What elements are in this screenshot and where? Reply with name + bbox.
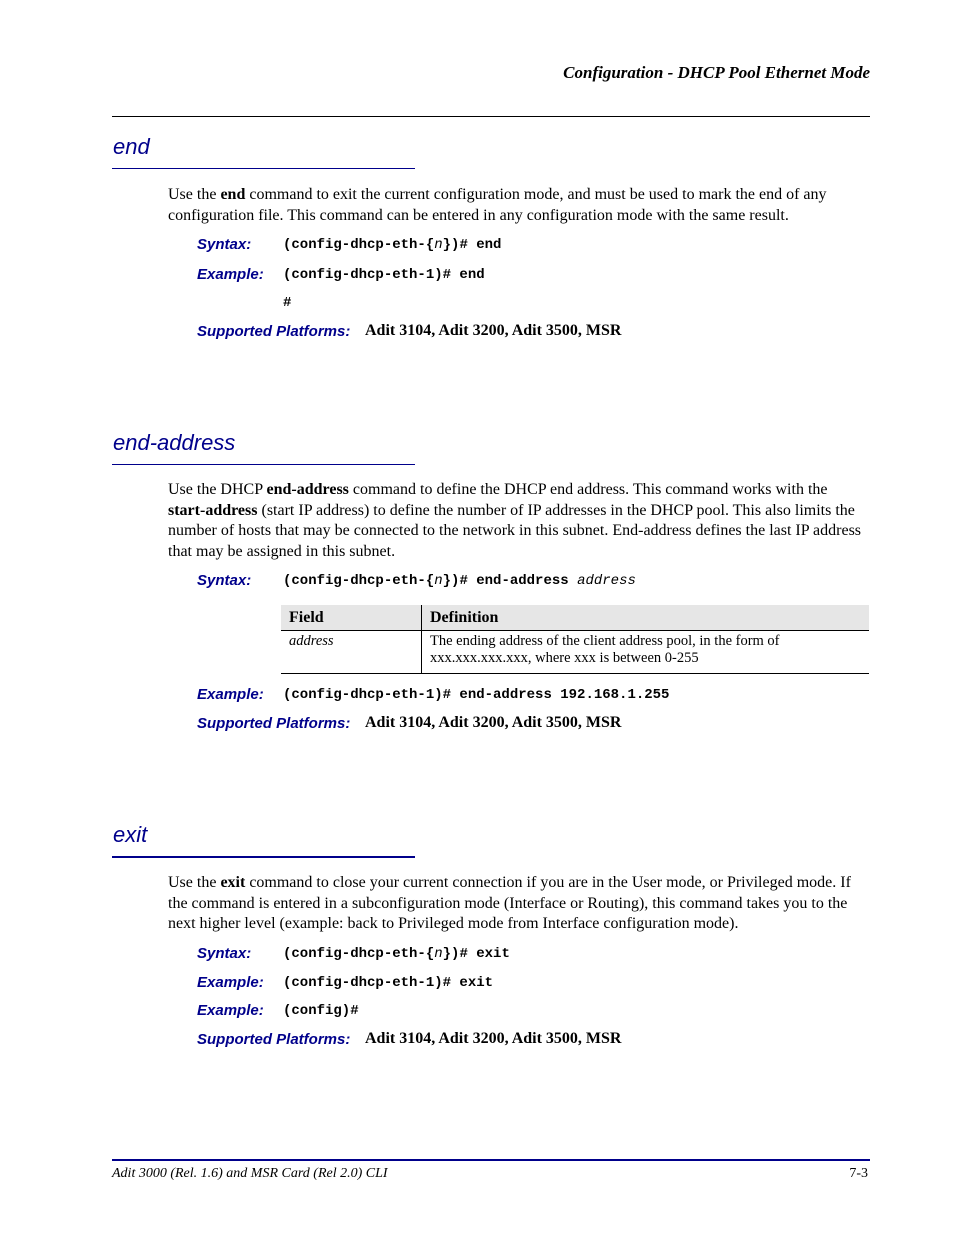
platforms-value: Adit 3104, Adit 3200, Adit 3500, MSR <box>365 1030 622 1047</box>
section-title-exit: exit <box>113 822 148 847</box>
section-title-end-address: end-address <box>113 430 236 455</box>
table-cell-field: address <box>281 631 422 674</box>
table-row <box>281 631 869 674</box>
syntax-label: Syntax: <box>197 945 252 962</box>
running-header: Configuration - DHCP Pool Ethernet Mode <box>563 63 870 82</box>
platforms-value: Adit 3104, Adit 3200, Adit 3500, MSR <box>365 322 622 339</box>
footer-doc-title: Adit 3000 (Rel. 1.6) and MSR Card (Rel 2.0) CLI <box>112 1166 388 1181</box>
platforms-value: Adit 3104, Adit 3200, Adit 3500, MSR <box>365 714 622 731</box>
platforms-label: Supported Platforms: <box>197 1031 351 1048</box>
example-label: Example: <box>197 1002 264 1019</box>
section-title-end: end <box>113 134 150 159</box>
example-label: Example: <box>197 686 264 703</box>
page-number: 7-3 <box>849 1166 868 1181</box>
section-paragraph: Use the exit command to close your current connection if you are in the User mode, or Privileged mode. If the command is entered in a subconfiguration mode (Interface or Routing), this command takes you to the next higher level (example: back to Privileged mode from Interface configuration mode). <box>168 874 851 932</box>
table-header-definition: Definition <box>422 605 870 631</box>
table-header-row <box>281 605 869 631</box>
definition-table <box>281 605 869 674</box>
table-cell-definition: The ending address of the client address pool, in the form of xxx.xxx.xxx.xxx, where xxx is between 0-255 <box>422 631 870 674</box>
example-label: Example: <box>197 974 264 991</box>
platforms-label: Supported Platforms: <box>197 323 351 340</box>
syntax-code: (config-dhcp-eth-{n})# end-address address <box>283 573 636 589</box>
section-rule <box>112 464 415 465</box>
example-code: (config-dhcp-eth-1)# end-address 192.168.1.255 <box>283 687 670 703</box>
example-code: (config-dhcp-eth-1)# exit <box>283 975 494 991</box>
syntax-label: Syntax: <box>197 572 252 589</box>
example-code: # <box>283 295 292 311</box>
example-label: Example: <box>197 266 264 283</box>
section-paragraph: Use the DHCP end-address command to define the DHCP end address. This command works with the start-address (start IP address) to define the number of IP addresses in the DHCP pool. This also limits the number of hosts that may be connected to the network in this subnet. End-address defines the last IP address that may be assigned in this subnet. <box>168 481 862 560</box>
syntax-code: (config-dhcp-eth-{n})# exit <box>283 946 510 962</box>
section-rule <box>112 856 415 858</box>
section-rule <box>112 168 415 169</box>
footer-rule <box>112 1159 870 1161</box>
example-code: (config)# <box>283 1003 359 1019</box>
table-header-field: Field <box>281 605 422 631</box>
section-paragraph: Use the end command to exit the current configuration mode, and must be used to mark the end of any configuration file. This command can be entered in any configuration mode with the same result. <box>168 186 827 224</box>
syntax-label: Syntax: <box>197 236 252 253</box>
header-rule <box>112 116 870 117</box>
syntax-code: (config-dhcp-eth-{n})# end <box>283 237 502 253</box>
example-code: (config-dhcp-eth-1)# end <box>283 267 485 283</box>
platforms-label: Supported Platforms: <box>197 715 351 732</box>
